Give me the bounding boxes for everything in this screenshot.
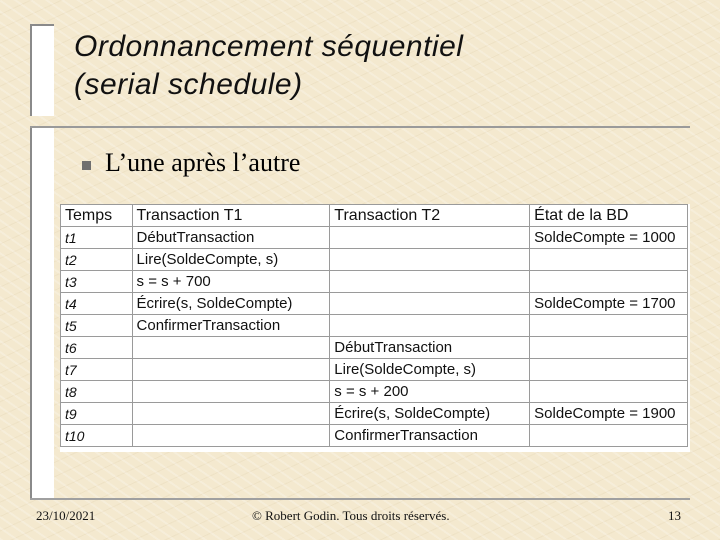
schedule-table — [60, 204, 688, 447]
bullet-text: L’une après l’autre — [105, 148, 301, 177]
cell-db-state — [530, 337, 688, 359]
cell-t1: Écrire(s, SoldeCompte) — [132, 293, 330, 315]
table-row — [61, 359, 688, 381]
table-row — [61, 249, 688, 271]
table-row — [61, 293, 688, 315]
cell-time: t6 — [61, 337, 133, 359]
cell-time: t8 — [61, 381, 133, 403]
cell-t1 — [132, 403, 330, 425]
cell-time: t3 — [61, 271, 133, 293]
decorative-rule-bottom — [30, 498, 690, 500]
cell-db-state — [530, 425, 688, 447]
slide-title-line-1: Ordonnancement séquentiel — [74, 30, 464, 63]
cell-t2 — [330, 315, 530, 337]
cell-db-state — [530, 359, 688, 381]
cell-time: t1 — [61, 227, 133, 249]
table-row — [61, 403, 688, 425]
slide-title — [74, 28, 694, 104]
cell-t2: Lire(SoldeCompte, s) — [330, 359, 530, 381]
header-transaction-t2: Transaction T2 — [330, 205, 530, 227]
cell-db-state: SoldeCompte = 1000 — [530, 227, 688, 249]
cell-t1 — [132, 381, 330, 403]
cell-db-state — [530, 249, 688, 271]
cell-t2: ConfirmerTransaction — [330, 425, 530, 447]
cell-t1 — [132, 337, 330, 359]
cell-t2: DébutTransaction — [330, 337, 530, 359]
cell-t2 — [330, 293, 530, 315]
cell-t1 — [132, 425, 330, 447]
bullet-item — [82, 148, 300, 178]
cell-db-state: SoldeCompte = 1900 — [530, 403, 688, 425]
slide-title-line-2: (serial schedule) — [74, 68, 303, 101]
cell-time: t2 — [61, 249, 133, 271]
cell-time: t7 — [61, 359, 133, 381]
cell-t2 — [330, 249, 530, 271]
table-row — [61, 425, 688, 447]
cell-time: t9 — [61, 403, 133, 425]
decorative-bar-left — [30, 126, 54, 498]
decorative-bar-top — [30, 24, 54, 116]
cell-t1: Lire(SoldeCompte, s) — [132, 249, 330, 271]
cell-t2: s = s + 200 — [330, 381, 530, 403]
footer-date: 23/10/2021 — [36, 508, 96, 523]
cell-t1: DébutTransaction — [132, 227, 330, 249]
cell-db-state: SoldeCompte = 1700 — [530, 293, 688, 315]
footer-copyright: © Robert Godin. Tous droits réservés. — [252, 508, 450, 523]
table-row — [61, 337, 688, 359]
cell-db-state — [530, 381, 688, 403]
header-transaction-t1: Transaction T1 — [132, 205, 330, 227]
cell-t2 — [330, 271, 530, 293]
cell-t1: ConfirmerTransaction — [132, 315, 330, 337]
square-bullet-icon — [82, 161, 91, 170]
cell-time: t10 — [61, 425, 133, 447]
table-row — [61, 315, 688, 337]
header-db-state: État de la BD — [530, 205, 688, 227]
cell-t2: Écrire(s, SoldeCompte) — [330, 403, 530, 425]
cell-t2 — [330, 227, 530, 249]
cell-db-state — [530, 271, 688, 293]
table-row — [61, 227, 688, 249]
cell-t1 — [132, 359, 330, 381]
table-row — [61, 381, 688, 403]
footer-page-number: 13 — [668, 508, 681, 523]
decorative-rule-top — [30, 126, 690, 128]
cell-t1: s = s + 700 — [132, 271, 330, 293]
cell-db-state — [530, 315, 688, 337]
cell-time: t4 — [61, 293, 133, 315]
table-row — [61, 271, 688, 293]
cell-time: t5 — [61, 315, 133, 337]
table-header-row — [61, 205, 688, 227]
schedule-table-panel — [60, 204, 690, 452]
header-time: Temps — [61, 205, 133, 227]
